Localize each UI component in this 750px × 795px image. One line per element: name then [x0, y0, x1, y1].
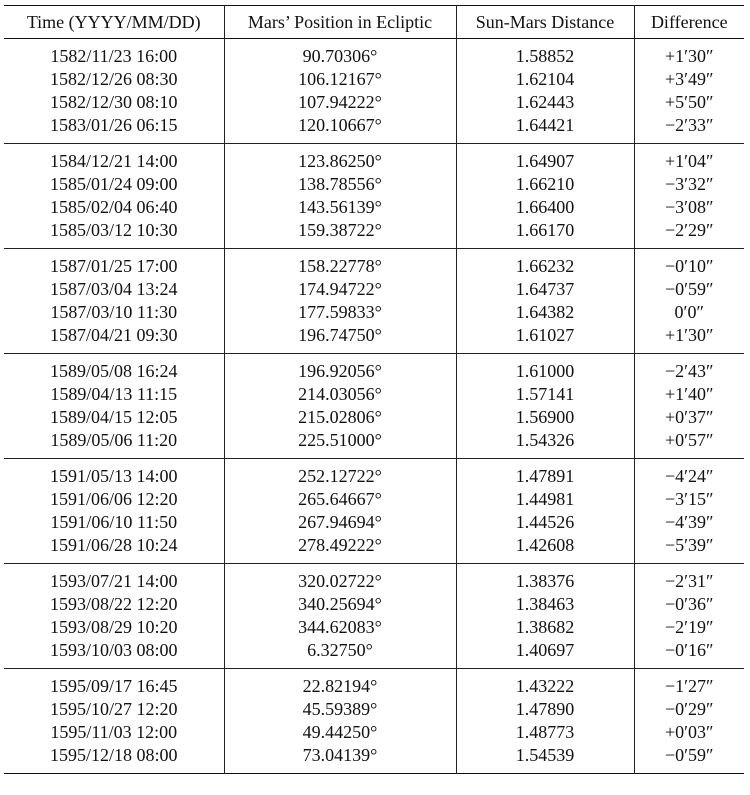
cell-ecliptic-position: 344.62083°	[224, 616, 456, 639]
header-sun-mars-distance: Sun-Mars Distance	[456, 6, 634, 39]
cell-difference: −2′31″	[634, 564, 744, 594]
table-row	[4, 593, 744, 616]
cell-difference: −3′15″	[634, 488, 744, 511]
cell-time: 1593/08/22 12:20	[49, 594, 178, 614]
cell-sun-mars-distance: 1.62443	[456, 91, 634, 114]
cell-ecliptic-position: 22.82194°	[224, 669, 456, 699]
cell-ecliptic-position: 106.12167°	[224, 68, 456, 91]
cell-difference: −0′59″	[634, 278, 744, 301]
cell-difference: +5′50″	[634, 91, 744, 114]
cell-difference: −2′29″	[634, 219, 744, 249]
cell-difference: −0′29″	[634, 698, 744, 721]
table-row	[4, 459, 744, 489]
cell-difference: −2′33″	[634, 114, 744, 144]
cell-sun-mars-distance: 1.64907	[456, 144, 634, 174]
table-row	[4, 144, 744, 174]
cell-sun-mars-distance: 1.54539	[456, 744, 634, 774]
cell-ecliptic-position: 267.94694°	[224, 511, 456, 534]
cell-sun-mars-distance: 1.66232	[456, 249, 634, 279]
cell-difference: −3′32″	[634, 173, 744, 196]
cell-sun-mars-distance: 1.64421	[456, 114, 634, 144]
table-row	[4, 616, 744, 639]
table-row	[4, 534, 744, 564]
table-group	[4, 459, 744, 564]
cell-time: 1587/03/10 11:30	[50, 302, 178, 322]
cell-time: 1589/05/06 11:20	[50, 430, 178, 450]
cell-difference: −5′39″	[634, 534, 744, 564]
cell-sun-mars-distance: 1.54326	[456, 429, 634, 459]
cell-ecliptic-position: 45.59389°	[224, 698, 456, 721]
cell-difference: −2′19″	[634, 616, 744, 639]
cell-sun-mars-distance: 1.64382	[456, 301, 634, 324]
cell-difference: +3′49″	[634, 68, 744, 91]
cell-difference: +0′37″	[634, 406, 744, 429]
cell-sun-mars-distance: 1.61027	[456, 324, 634, 354]
table-group	[4, 249, 744, 354]
cell-difference: +1′04″	[634, 144, 744, 174]
cell-ecliptic-position: 73.04139°	[224, 744, 456, 774]
table-row	[4, 278, 744, 301]
cell-time: 1595/12/18 08:00	[49, 745, 178, 765]
table-group	[4, 669, 744, 774]
header-row	[4, 6, 744, 39]
cell-sun-mars-distance: 1.61000	[456, 354, 634, 384]
cell-sun-mars-distance: 1.48773	[456, 721, 634, 744]
table-group	[4, 144, 744, 249]
cell-sun-mars-distance: 1.38376	[456, 564, 634, 594]
cell-ecliptic-position: 278.49222°	[224, 534, 456, 564]
table-row	[4, 324, 744, 354]
cell-difference: −1′27″	[634, 669, 744, 699]
table-row	[4, 429, 744, 459]
cell-ecliptic-position: 196.74750°	[224, 324, 456, 354]
table-row	[4, 564, 744, 594]
cell-ecliptic-position: 143.56139°	[224, 196, 456, 219]
cell-sun-mars-distance: 1.47890	[456, 698, 634, 721]
cell-time: 1595/10/27 12:20	[49, 699, 178, 719]
cell-sun-mars-distance: 1.57141	[456, 383, 634, 406]
mars-observation-table	[4, 5, 744, 774]
cell-ecliptic-position: 214.03056°	[224, 383, 456, 406]
table-group	[4, 354, 744, 459]
cell-difference: −0′59″	[634, 744, 744, 774]
cell-time: 1591/06/28 10:24	[49, 535, 178, 555]
table-row	[4, 114, 744, 144]
cell-difference: −0′10″	[634, 249, 744, 279]
cell-ecliptic-position: 320.02722°	[224, 564, 456, 594]
table-row	[4, 301, 744, 324]
cell-difference: +1′30″	[634, 39, 744, 69]
cell-ecliptic-position: 177.59833°	[224, 301, 456, 324]
table-row	[4, 249, 744, 279]
data-table-container	[4, 5, 744, 774]
cell-sun-mars-distance: 1.43222	[456, 669, 634, 699]
cell-sun-mars-distance: 1.44981	[456, 488, 634, 511]
cell-time: 1589/04/13 11:15	[50, 384, 178, 404]
cell-time: 1591/06/06 12:20	[49, 489, 178, 509]
cell-difference: −0′36″	[634, 593, 744, 616]
cell-ecliptic-position: 225.51000°	[224, 429, 456, 459]
cell-time: 1593/07/21 14:00	[49, 571, 178, 591]
cell-ecliptic-position: 107.94222°	[224, 91, 456, 114]
cell-sun-mars-distance: 1.42608	[456, 534, 634, 564]
cell-time: 1589/04/15 12:05	[49, 407, 178, 427]
cell-sun-mars-distance: 1.56900	[456, 406, 634, 429]
cell-difference: −4′24″	[634, 459, 744, 489]
cell-time: 1585/02/04 06:40	[49, 197, 178, 217]
cell-difference: −3′08″	[634, 196, 744, 219]
header-difference: Difference	[634, 6, 744, 39]
cell-ecliptic-position: 174.94722°	[224, 278, 456, 301]
cell-ecliptic-position: 196.92056°	[224, 354, 456, 384]
table-row	[4, 406, 744, 429]
table-row	[4, 488, 744, 511]
cell-time: 1582/12/26 08:30	[49, 69, 178, 89]
cell-sun-mars-distance: 1.40697	[456, 639, 634, 669]
table-row	[4, 91, 744, 114]
cell-time: 1593/08/29 10:20	[49, 617, 178, 637]
cell-difference: +0′03″	[634, 721, 744, 744]
cell-ecliptic-position: 159.38722°	[224, 219, 456, 249]
table-group	[4, 564, 744, 669]
cell-sun-mars-distance: 1.62104	[456, 68, 634, 91]
cell-time: 1584/12/21 14:00	[49, 151, 178, 171]
cell-sun-mars-distance: 1.66400	[456, 196, 634, 219]
cell-time: 1587/04/21 09:30	[49, 325, 178, 345]
cell-time: 1593/10/03 08:00	[49, 640, 178, 660]
cell-ecliptic-position: 49.44250°	[224, 721, 456, 744]
cell-time: 1582/12/30 08:10	[49, 92, 178, 112]
table-row	[4, 68, 744, 91]
cell-sun-mars-distance: 1.66210	[456, 173, 634, 196]
header-time: Time (YYYY/MM/DD)	[26, 12, 201, 32]
table-row	[4, 698, 744, 721]
table-row	[4, 639, 744, 669]
cell-time: 1585/03/12 10:30	[49, 220, 178, 240]
cell-sun-mars-distance: 1.38682	[456, 616, 634, 639]
cell-ecliptic-position: 6.32750°	[224, 639, 456, 669]
cell-ecliptic-position: 265.64667°	[224, 488, 456, 511]
table-header	[4, 6, 744, 39]
table-row	[4, 511, 744, 534]
table-row	[4, 354, 744, 384]
cell-time: 1583/01/26 06:15	[49, 115, 178, 135]
cell-difference: +0′57″	[634, 429, 744, 459]
cell-ecliptic-position: 340.25694°	[224, 593, 456, 616]
cell-ecliptic-position: 120.10667°	[224, 114, 456, 144]
cell-difference: −0′16″	[634, 639, 744, 669]
cell-sun-mars-distance: 1.64737	[456, 278, 634, 301]
table-row	[4, 219, 744, 249]
table-row	[4, 721, 744, 744]
cell-ecliptic-position: 123.86250°	[224, 144, 456, 174]
table-row	[4, 744, 744, 774]
table-group	[4, 39, 744, 144]
cell-time: 1587/01/25 17:00	[49, 256, 178, 276]
cell-time: 1582/11/23 16:00	[50, 46, 178, 66]
cell-ecliptic-position: 252.12722°	[224, 459, 456, 489]
cell-difference: −4′39″	[634, 511, 744, 534]
cell-sun-mars-distance: 1.38463	[456, 593, 634, 616]
table-row	[4, 196, 744, 219]
cell-difference: −2′43″	[634, 354, 744, 384]
cell-time: 1585/01/24 09:00	[49, 174, 178, 194]
table-row	[4, 383, 744, 406]
cell-time: 1589/05/08 16:24	[49, 361, 178, 381]
cell-sun-mars-distance: 1.47891	[456, 459, 634, 489]
table-row	[4, 39, 744, 69]
cell-time: 1591/06/10 11:50	[50, 512, 178, 532]
cell-difference: +1′30″	[634, 324, 744, 354]
cell-time: 1587/03/04 13:24	[49, 279, 178, 299]
cell-ecliptic-position: 158.22778°	[224, 249, 456, 279]
cell-sun-mars-distance: 1.58852	[456, 39, 634, 69]
table-row	[4, 669, 744, 699]
cell-time: 1595/11/03 12:00	[50, 722, 178, 742]
cell-ecliptic-position: 90.70306°	[224, 39, 456, 69]
cell-time: 1591/05/13 14:00	[49, 466, 178, 486]
cell-ecliptic-position: 138.78556°	[224, 173, 456, 196]
cell-difference: +1′40″	[634, 383, 744, 406]
cell-difference: 0′0″	[634, 301, 744, 324]
cell-ecliptic-position: 215.02806°	[224, 406, 456, 429]
table-row	[4, 173, 744, 196]
cell-sun-mars-distance: 1.44526	[456, 511, 634, 534]
header-ecliptic-position: Mars’ Position in Ecliptic	[224, 6, 456, 39]
cell-sun-mars-distance: 1.66170	[456, 219, 634, 249]
cell-time: 1595/09/17 16:45	[49, 676, 178, 696]
